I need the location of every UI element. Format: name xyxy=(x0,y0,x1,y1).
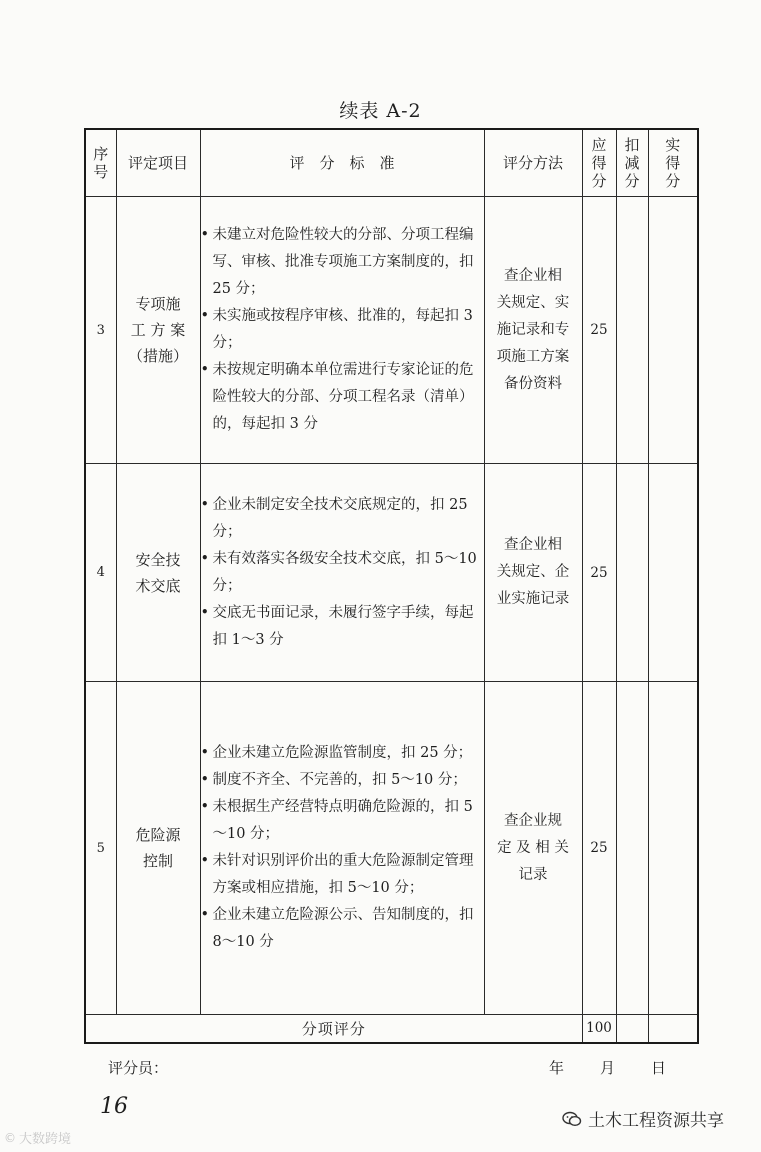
criteria-item: • 企业未建立危险源公示、告知制度的，扣 8～10 分 xyxy=(201,902,484,956)
row-item: 危险源 控制 xyxy=(116,682,200,1015)
criteria-item: • 交底无书面记录，未履行签字手续，每起扣 1～3 分 xyxy=(201,600,484,654)
header-due-score: 应 得 分 xyxy=(582,129,616,197)
table-title: 续表 A-2 xyxy=(339,100,422,122)
row-method: 查企业相 关规定、企 业实施记录 xyxy=(484,464,582,682)
criteria-item: • 企业未制定安全技术交底规定的，扣 25 分； xyxy=(201,492,484,546)
row-item: 专项施 工 方 案 （措施） xyxy=(116,197,200,464)
row-seq: 3 xyxy=(85,197,116,464)
row-due-score: 25 xyxy=(582,197,616,464)
criteria-item: • 未建立对危险性较大的分部、分项工程编写、审核、批准专项施工方案制度的，扣 25 分； xyxy=(201,222,484,303)
row-actual-score[interactable] xyxy=(648,682,698,1015)
table-row xyxy=(85,197,698,464)
row-deduct-score[interactable] xyxy=(616,464,648,682)
row-seq: 5 xyxy=(85,682,116,1015)
row-method: 查企业相 关规定、实 施记录和专 项施工方案 备份资料 xyxy=(484,197,582,464)
scorer-label: 评分员： xyxy=(108,1059,169,1077)
criteria-item: • 未实施或按程序审核、批准的，每起扣 3 分； xyxy=(201,303,484,357)
header-criteria: 评 分 标 准 xyxy=(200,129,484,197)
row-item: 安全技 术交底 xyxy=(116,464,200,682)
criteria-item: • 未按规定明确本单位需进行专家论证的危险性较大的分部、分项工程名录（清单）的，每起扣 3 分 xyxy=(201,357,484,438)
row-actual-score[interactable] xyxy=(648,197,698,464)
subtotal-due-score: 100 xyxy=(582,1015,616,1043)
score-table xyxy=(84,128,699,1044)
criteria-item: • 企业未建立危险源监管制度，扣 25 分； xyxy=(201,740,484,767)
wechat-icon xyxy=(562,1111,582,1127)
watermark-left-text: 大数跨境 xyxy=(19,1132,72,1147)
table-row xyxy=(85,464,698,682)
header-item: 评定项目 xyxy=(116,129,200,197)
row-actual-score[interactable] xyxy=(648,464,698,682)
header-actual-score: 实 得 分 xyxy=(648,129,698,197)
watermark-left xyxy=(4,1128,71,1147)
subtotal-label: 分项评分 xyxy=(85,1015,582,1043)
date-month-label: 月 xyxy=(600,1059,616,1077)
row-criteria xyxy=(200,197,484,464)
header-deduct-score: 扣 减 分 xyxy=(616,129,648,197)
row-deduct-score[interactable] xyxy=(616,197,648,464)
row-criteria xyxy=(200,682,484,1015)
header-method: 评分方法 xyxy=(484,129,582,197)
date-year-label: 年 xyxy=(549,1059,565,1077)
row-deduct-score[interactable] xyxy=(616,682,648,1015)
row-due-score: 25 xyxy=(582,682,616,1015)
page-number: 16 xyxy=(100,1094,128,1119)
subtotal-deduct-score[interactable] xyxy=(616,1015,648,1043)
subtotal-row xyxy=(85,1015,698,1043)
row-method: 查企业规 定 及 相 关 记录 xyxy=(484,682,582,1015)
row-due-score: 25 xyxy=(582,464,616,682)
criteria-item: • 制度不齐全、不完善的，扣 5～10 分； xyxy=(201,767,484,794)
header-seq: 序 号 xyxy=(85,129,116,197)
date-day-label: 日 xyxy=(651,1059,667,1077)
watermark-logo-icon: © xyxy=(4,1130,16,1145)
criteria-item: • 未根据生产经营特点明确危险源的，扣 5～10 分； xyxy=(201,794,484,848)
row-seq: 4 xyxy=(85,464,116,682)
criteria-item: • 未针对识别评价出的重大危险源制定管理方案或相应措施，扣 5～10 分； xyxy=(201,848,484,902)
watermark-right-text: 土木工程资源共享 xyxy=(588,1111,724,1131)
subtotal-actual-score[interactable] xyxy=(648,1015,698,1043)
criteria-item: • 未有效落实各级安全技术交底，扣 5～10 分； xyxy=(201,546,484,600)
row-criteria xyxy=(200,464,484,682)
watermark-right xyxy=(562,1106,724,1131)
table-row xyxy=(85,682,698,1015)
